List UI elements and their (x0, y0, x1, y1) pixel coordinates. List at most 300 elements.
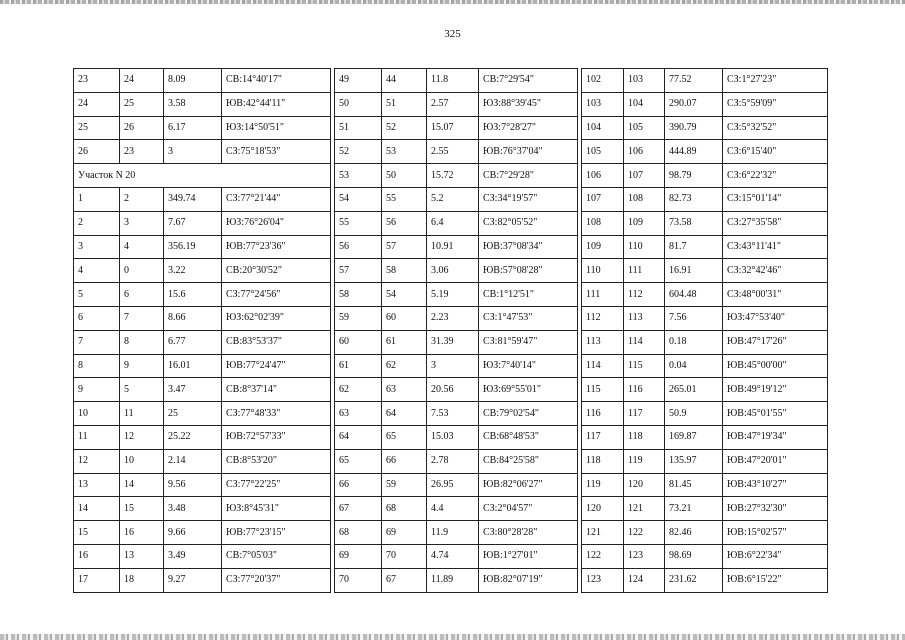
to-point-cell: 3 (120, 211, 164, 235)
bearing-cell: СВ:83°53'37" (222, 330, 331, 354)
from-point-cell: 14 (74, 497, 120, 521)
distance-cell: 98.69 (665, 544, 723, 568)
to-point-cell: 25 (120, 92, 164, 116)
to-point-cell: 120 (624, 473, 665, 497)
table-row (74, 568, 331, 592)
table-row (74, 425, 331, 449)
distance-cell: 25.22 (164, 425, 222, 449)
table-row (74, 378, 331, 402)
bearing-cell: ЮВ:82°06'27" (479, 473, 578, 497)
coordinates-sheet (73, 68, 825, 592)
table-row (335, 449, 578, 473)
from-point-cell: 120 (582, 497, 624, 521)
to-point-cell: 12 (120, 425, 164, 449)
table-row (74, 306, 331, 330)
section-header-cell: Участок N 20 (74, 164, 331, 188)
distance-cell: 2.14 (164, 449, 222, 473)
distance-cell: 169.87 (665, 425, 723, 449)
table-row (582, 187, 828, 211)
bearing-cell: ЮВ:82°07'19" (479, 568, 578, 592)
bearing-cell: ЮВ:42°44'11" (222, 92, 331, 116)
to-point-cell: 121 (624, 497, 665, 521)
table-row (335, 92, 578, 116)
bearing-cell: ЮЗ:8°45'31" (222, 497, 331, 521)
to-point-cell: 54 (382, 283, 427, 307)
table-row (582, 283, 828, 307)
from-point-cell: 1 (74, 187, 120, 211)
bearing-table-middle (334, 68, 578, 593)
to-point-cell: 59 (382, 473, 427, 497)
table-row (74, 92, 331, 116)
table-row (335, 425, 578, 449)
from-point-cell: 112 (582, 306, 624, 330)
distance-cell: 73.21 (665, 497, 723, 521)
from-point-cell: 4 (74, 259, 120, 283)
bearing-table-middle-body (335, 69, 578, 593)
from-point-cell: 114 (582, 354, 624, 378)
to-point-cell: 7 (120, 306, 164, 330)
distance-cell: 3.49 (164, 544, 222, 568)
table-row (335, 521, 578, 545)
bearing-cell: ЮВ:15°02'57" (723, 521, 828, 545)
from-point-cell: 10 (74, 402, 120, 426)
from-point-cell: 54 (335, 187, 382, 211)
distance-cell: 3 (164, 140, 222, 164)
from-point-cell: 2 (74, 211, 120, 235)
from-point-cell: 65 (335, 449, 382, 473)
distance-cell: 2.55 (427, 140, 479, 164)
from-point-cell: 104 (582, 116, 624, 140)
table-row (335, 211, 578, 235)
table-row (74, 140, 331, 164)
table-row (335, 69, 578, 93)
distance-cell: 444.89 (665, 140, 723, 164)
distance-cell: 9.56 (164, 473, 222, 497)
table-row (335, 140, 578, 164)
table-row (335, 473, 578, 497)
to-point-cell: 11 (120, 402, 164, 426)
from-point-cell: 58 (335, 283, 382, 307)
distance-cell: 8.09 (164, 69, 222, 93)
distance-cell: 16.01 (164, 354, 222, 378)
bearing-cell: СЗ:82°05'52" (479, 211, 578, 235)
to-point-cell: 62 (382, 354, 427, 378)
to-point-cell: 60 (382, 306, 427, 330)
distance-cell: 15.6 (164, 283, 222, 307)
distance-cell: 5.19 (427, 283, 479, 307)
from-point-cell: 123 (582, 568, 624, 592)
to-point-cell: 8 (120, 330, 164, 354)
to-point-cell: 53 (382, 140, 427, 164)
bearing-cell: ЮВ:6°15'22" (723, 568, 828, 592)
to-point-cell: 14 (120, 473, 164, 497)
bearing-cell: СЗ:6°22'32" (723, 164, 828, 188)
to-point-cell: 69 (382, 521, 427, 545)
table-row (74, 164, 331, 188)
distance-cell: 3.47 (164, 378, 222, 402)
bearing-cell: СВ:7°29'28" (479, 164, 578, 188)
distance-cell: 290.07 (665, 92, 723, 116)
bearing-table-right (581, 68, 828, 593)
to-point-cell: 18 (120, 568, 164, 592)
to-point-cell: 55 (382, 187, 427, 211)
from-point-cell: 56 (335, 235, 382, 259)
distance-cell: 15.72 (427, 164, 479, 188)
table-row (335, 497, 578, 521)
to-point-cell: 111 (624, 259, 665, 283)
bearing-cell: СВ:1°12'51" (479, 283, 578, 307)
bearing-cell: ЮВ:77°23'15" (222, 521, 331, 545)
bearing-cell: СЗ:34°19'57" (479, 187, 578, 211)
table-row (74, 544, 331, 568)
table-row (582, 521, 828, 545)
from-point-cell: 121 (582, 521, 624, 545)
to-point-cell: 116 (624, 378, 665, 402)
from-point-cell: 9 (74, 378, 120, 402)
bearing-cell: ЮВ:49°19'12" (723, 378, 828, 402)
bearing-table-right-body (582, 69, 828, 593)
from-point-cell: 113 (582, 330, 624, 354)
table-row (74, 116, 331, 140)
bearing-cell: СЗ:77°21'44" (222, 187, 331, 211)
distance-cell: 3.22 (164, 259, 222, 283)
bearing-cell: ЮВ:77°24'47" (222, 354, 331, 378)
distance-cell: 82.73 (665, 187, 723, 211)
to-point-cell: 124 (624, 568, 665, 592)
bearing-cell: ЮВ:77°23'36" (222, 235, 331, 259)
bearing-cell: СВ:8°37'14" (222, 378, 331, 402)
to-point-cell: 44 (382, 69, 427, 93)
to-point-cell: 108 (624, 187, 665, 211)
distance-cell: 15.07 (427, 116, 479, 140)
bearing-cell: СВ:8°53'20" (222, 449, 331, 473)
bearing-cell: СВ:7°29'54" (479, 69, 578, 93)
to-point-cell: 2 (120, 187, 164, 211)
to-point-cell: 70 (382, 544, 427, 568)
table-row (582, 116, 828, 140)
to-point-cell: 56 (382, 211, 427, 235)
bearing-cell: СЗ:48°00'31" (723, 283, 828, 307)
to-point-cell: 52 (382, 116, 427, 140)
distance-cell: 3.58 (164, 92, 222, 116)
table-row (582, 354, 828, 378)
from-point-cell: 106 (582, 164, 624, 188)
from-point-cell: 12 (74, 449, 120, 473)
table-row (582, 211, 828, 235)
to-point-cell: 6 (120, 283, 164, 307)
table-row (582, 330, 828, 354)
bearing-cell: ЮВ:47°17'26" (723, 330, 828, 354)
from-point-cell: 5 (74, 283, 120, 307)
to-point-cell: 117 (624, 402, 665, 426)
table-row (335, 402, 578, 426)
bearing-cell: СЗ:43°11'41" (723, 235, 828, 259)
distance-cell: 349.74 (164, 187, 222, 211)
bearing-cell: ЮВ:27°32'30" (723, 497, 828, 521)
distance-cell: 0.18 (665, 330, 723, 354)
to-point-cell: 109 (624, 211, 665, 235)
distance-cell: 4.4 (427, 497, 479, 521)
distance-cell: 390.79 (665, 116, 723, 140)
page-number: 325 (444, 28, 461, 40)
distance-cell: 8.66 (164, 306, 222, 330)
distance-cell: 7.53 (427, 402, 479, 426)
from-point-cell: 103 (582, 92, 624, 116)
to-point-cell: 65 (382, 425, 427, 449)
from-point-cell: 122 (582, 544, 624, 568)
table-row (582, 235, 828, 259)
table-row (335, 354, 578, 378)
from-point-cell: 69 (335, 544, 382, 568)
bearing-cell: СЗ:6°15'40" (723, 140, 828, 164)
to-point-cell: 57 (382, 235, 427, 259)
bearing-cell: СЗ:5°59'09" (723, 92, 828, 116)
from-point-cell: 53 (335, 164, 382, 188)
from-point-cell: 11 (74, 425, 120, 449)
bearing-cell: ЮВ:1°27'01" (479, 544, 578, 568)
table-row (74, 187, 331, 211)
bearing-cell: ЮВ:72°57'33" (222, 425, 331, 449)
table-row (335, 330, 578, 354)
from-point-cell: 63 (335, 402, 382, 426)
bearing-cell: ЮВ:6°22'34" (723, 544, 828, 568)
from-point-cell: 60 (335, 330, 382, 354)
table-row (74, 283, 331, 307)
bearing-cell: СЗ:32°42'46" (723, 259, 828, 283)
distance-cell: 50.9 (665, 402, 723, 426)
to-point-cell: 64 (382, 402, 427, 426)
table-row (582, 306, 828, 330)
to-point-cell: 15 (120, 497, 164, 521)
to-point-cell: 50 (382, 164, 427, 188)
distance-cell: 2.23 (427, 306, 479, 330)
table-row (74, 69, 331, 93)
bearing-cell: ЮЗ:7°40'14" (479, 354, 578, 378)
table-row (582, 473, 828, 497)
table-row (582, 497, 828, 521)
from-point-cell: 6 (74, 306, 120, 330)
bearing-cell: СЗ:77°48'33" (222, 402, 331, 426)
table-row (582, 69, 828, 93)
bearing-cell: ЮЗ:47°53'40" (723, 306, 828, 330)
bearing-cell: СЗ:5°32'52" (723, 116, 828, 140)
to-point-cell: 16 (120, 521, 164, 545)
bearing-cell: ЮЗ:14°50'51" (222, 116, 331, 140)
table-row (74, 497, 331, 521)
to-point-cell: 23 (120, 140, 164, 164)
to-point-cell: 10 (120, 449, 164, 473)
distance-cell: 6.17 (164, 116, 222, 140)
to-point-cell: 4 (120, 235, 164, 259)
distance-cell: 5.2 (427, 187, 479, 211)
to-point-cell: 51 (382, 92, 427, 116)
from-point-cell: 13 (74, 473, 120, 497)
bearing-cell: ЮВ:47°19'34" (723, 425, 828, 449)
distance-cell: 82.46 (665, 521, 723, 545)
scan-edge-bottom (0, 634, 905, 640)
scan-edge-top (0, 0, 905, 4)
bearing-cell: СВ:68°48'53" (479, 425, 578, 449)
distance-cell: 0.04 (665, 354, 723, 378)
distance-cell: 6.77 (164, 330, 222, 354)
from-point-cell: 26 (74, 140, 120, 164)
to-point-cell: 105 (624, 116, 665, 140)
from-point-cell: 24 (74, 92, 120, 116)
from-point-cell: 70 (335, 568, 382, 592)
from-point-cell: 118 (582, 449, 624, 473)
distance-cell: 81.7 (665, 235, 723, 259)
bearing-cell: ЮЗ:62°02'39" (222, 306, 331, 330)
bearing-cell: ЮВ:37°08'34" (479, 235, 578, 259)
from-point-cell: 50 (335, 92, 382, 116)
distance-cell: 25 (164, 402, 222, 426)
table-row (74, 521, 331, 545)
from-point-cell: 52 (335, 140, 382, 164)
to-point-cell: 113 (624, 306, 665, 330)
table-row (74, 235, 331, 259)
table-row (335, 568, 578, 592)
table-row (74, 449, 331, 473)
table-row (582, 402, 828, 426)
bearing-cell: ЮЗ:76°26'04" (222, 211, 331, 235)
distance-cell: 26.95 (427, 473, 479, 497)
from-point-cell: 115 (582, 378, 624, 402)
table-row (335, 164, 578, 188)
bearing-cell: ЮВ:45°01'55" (723, 402, 828, 426)
to-point-cell: 9 (120, 354, 164, 378)
from-point-cell: 59 (335, 306, 382, 330)
distance-cell: 81.45 (665, 473, 723, 497)
distance-cell: 9.66 (164, 521, 222, 545)
to-point-cell: 5 (120, 378, 164, 402)
distance-cell: 16.91 (665, 259, 723, 283)
bearing-table-left (73, 68, 331, 593)
distance-cell: 231.62 (665, 568, 723, 592)
table-row (335, 187, 578, 211)
distance-cell: 3.06 (427, 259, 479, 283)
to-point-cell: 61 (382, 330, 427, 354)
table-row (582, 544, 828, 568)
bearing-cell: ЮЗ:88°39'45" (479, 92, 578, 116)
from-point-cell: 110 (582, 259, 624, 283)
from-point-cell: 3 (74, 235, 120, 259)
table-row (74, 402, 331, 426)
distance-cell: 10.91 (427, 235, 479, 259)
from-point-cell: 16 (74, 544, 120, 568)
table-row (335, 283, 578, 307)
to-point-cell: 68 (382, 497, 427, 521)
bearing-cell: СВ:20°30'52" (222, 259, 331, 283)
distance-cell: 6.4 (427, 211, 479, 235)
from-point-cell: 23 (74, 69, 120, 93)
to-point-cell: 13 (120, 544, 164, 568)
table-row (74, 354, 331, 378)
table-row (582, 164, 828, 188)
to-point-cell: 24 (120, 69, 164, 93)
from-point-cell: 64 (335, 425, 382, 449)
distance-cell: 265.01 (665, 378, 723, 402)
bearing-cell: СЗ:77°24'56" (222, 283, 331, 307)
bearing-cell: ЮВ:45°00'00" (723, 354, 828, 378)
bearing-cell: ЮВ:76°37'04" (479, 140, 578, 164)
to-point-cell: 119 (624, 449, 665, 473)
to-point-cell: 58 (382, 259, 427, 283)
bearing-cell: СЗ:80°28'28" (479, 521, 578, 545)
table-row (74, 473, 331, 497)
to-point-cell: 103 (624, 69, 665, 93)
bearing-cell: СЗ:75°18'53" (222, 140, 331, 164)
bearing-table-left-body (74, 69, 331, 593)
from-point-cell: 108 (582, 211, 624, 235)
to-point-cell: 106 (624, 140, 665, 164)
from-point-cell: 109 (582, 235, 624, 259)
from-point-cell: 57 (335, 259, 382, 283)
distance-cell: 4.74 (427, 544, 479, 568)
distance-cell: 3 (427, 354, 479, 378)
from-point-cell: 15 (74, 521, 120, 545)
from-point-cell: 51 (335, 116, 382, 140)
table-row (335, 378, 578, 402)
table-row (582, 140, 828, 164)
from-point-cell: 25 (74, 116, 120, 140)
table-row (335, 235, 578, 259)
to-point-cell: 114 (624, 330, 665, 354)
bearing-cell: СЗ:1°27'23" (723, 69, 828, 93)
bearing-cell: ЮЗ:69°55'01" (479, 378, 578, 402)
table-row (582, 449, 828, 473)
to-point-cell: 112 (624, 283, 665, 307)
from-point-cell: 62 (335, 378, 382, 402)
distance-cell: 98.79 (665, 164, 723, 188)
from-point-cell: 107 (582, 187, 624, 211)
from-point-cell: 117 (582, 425, 624, 449)
bearing-cell: СЗ:77°20'37" (222, 568, 331, 592)
table-row (335, 306, 578, 330)
from-point-cell: 55 (335, 211, 382, 235)
to-point-cell: 123 (624, 544, 665, 568)
distance-cell: 11.8 (427, 69, 479, 93)
from-point-cell: 67 (335, 497, 382, 521)
distance-cell: 2.57 (427, 92, 479, 116)
to-point-cell: 66 (382, 449, 427, 473)
table-row (74, 330, 331, 354)
table-row (582, 378, 828, 402)
distance-cell: 73.58 (665, 211, 723, 235)
bearing-cell: ЮЗ:7°28'27" (479, 116, 578, 140)
bearing-cell: СВ:84°25'58" (479, 449, 578, 473)
to-point-cell: 115 (624, 354, 665, 378)
from-point-cell: 68 (335, 521, 382, 545)
to-point-cell: 107 (624, 164, 665, 188)
distance-cell: 20.56 (427, 378, 479, 402)
from-point-cell: 105 (582, 140, 624, 164)
table-row (582, 259, 828, 283)
to-point-cell: 104 (624, 92, 665, 116)
bearing-cell: СЗ:1°47'53" (479, 306, 578, 330)
to-point-cell: 63 (382, 378, 427, 402)
distance-cell: 135.97 (665, 449, 723, 473)
to-point-cell: 26 (120, 116, 164, 140)
table-row (582, 568, 828, 592)
bearing-cell: СВ:79°02'54" (479, 402, 578, 426)
from-point-cell: 8 (74, 354, 120, 378)
bearing-cell: ЮВ:57°08'28" (479, 259, 578, 283)
distance-cell: 2.78 (427, 449, 479, 473)
bearing-cell: СЗ:27°35'58" (723, 211, 828, 235)
distance-cell: 11.89 (427, 568, 479, 592)
from-point-cell: 111 (582, 283, 624, 307)
distance-cell: 31.39 (427, 330, 479, 354)
